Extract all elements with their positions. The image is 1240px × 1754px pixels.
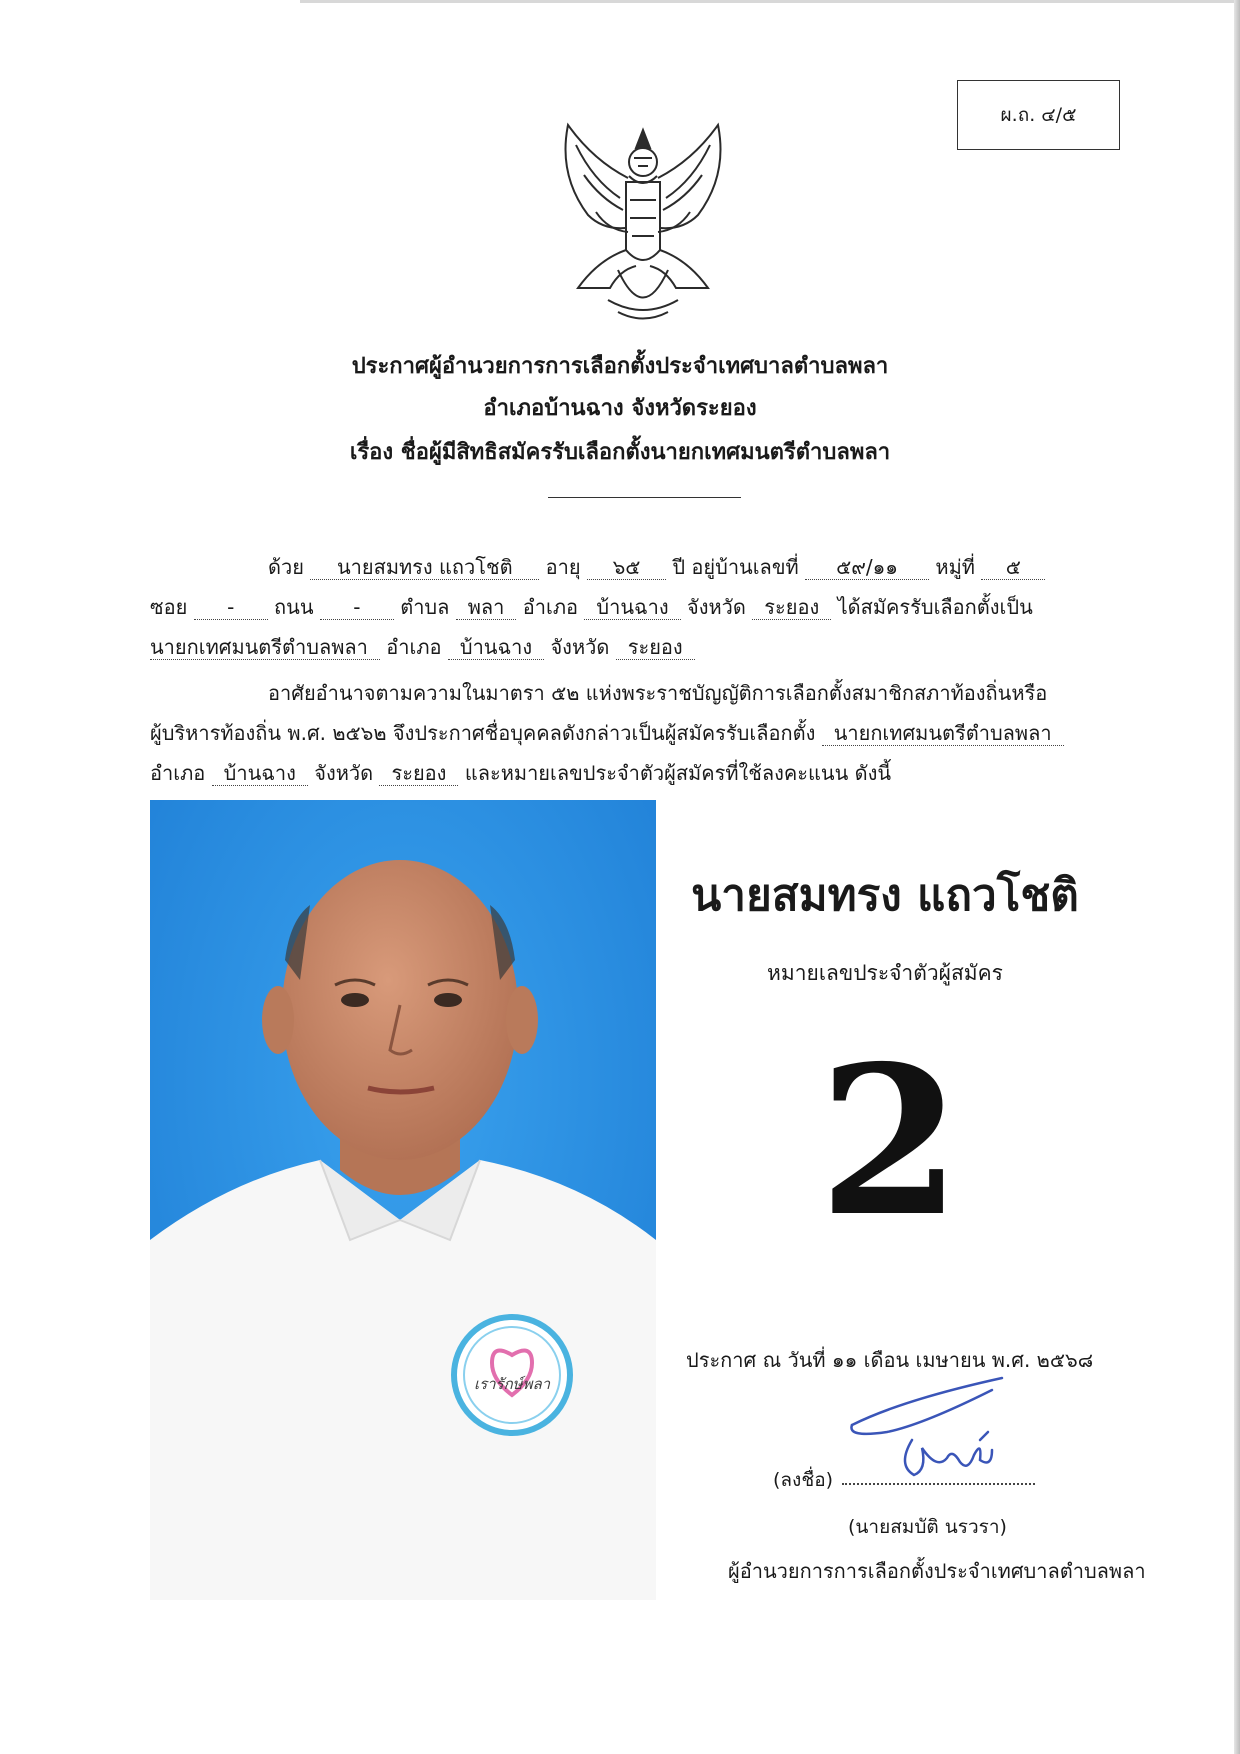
- field-moo: ๕: [981, 557, 1045, 580]
- field-soi: -: [194, 597, 268, 620]
- portrait-illustration: [150, 800, 656, 1600]
- field-province-3: ระยอง: [379, 763, 458, 786]
- para1-line1: [268, 557, 1228, 580]
- signer-title: ผู้อำนวยการการเลือกตั้งประจำเทศบาลตำบลพลา: [728, 1559, 1146, 1583]
- candidate-photo: [150, 800, 656, 1600]
- para2-text: ผู้บริหารท้องถิ่น พ.ศ. ๒๕๖๒ จึงประกาศชื่อบุคคลดังกล่าวเป็นผู้สมัครรับเลือกตั้ง: [150, 721, 816, 745]
- field-name: นายสมทรง แถวโชติ: [310, 557, 539, 580]
- label-applied: ได้สมัครรับเลือกตั้งเป็น: [837, 595, 1033, 619]
- label-province-2: จังหวัด: [550, 635, 610, 659]
- signature-line: [842, 1483, 1035, 1485]
- field-province: ระยอง: [752, 597, 831, 620]
- badge-text: เรารักษ์พลา: [473, 1375, 551, 1393]
- label-tambon: ตำบล: [400, 595, 450, 619]
- title-line-3: เรื่อง ชื่อผู้มีสิทธิสมัครรับเลือกตั้งนายกเทศมนตรีตำบลพลา: [349, 440, 891, 465]
- label-moo: หมู่ที่: [935, 555, 975, 579]
- label-amphoe-3: อำเภอ: [150, 761, 206, 785]
- para2-line3: [150, 763, 1110, 786]
- form-code: ผ.ถ. ๔/๕: [1000, 104, 1077, 126]
- badge-icon: [454, 1317, 570, 1433]
- field-age: ๖๕: [587, 557, 666, 580]
- title-line-1: ประกาศผู้อำนวยการการเลือกตั้งประจำเทศบาลตำบลพลา: [351, 354, 889, 379]
- label-amphoe: อำเภอ: [522, 595, 579, 619]
- form-code-box: [957, 80, 1120, 150]
- candidate-number: 2: [818, 1022, 962, 1262]
- title-line-2: อำเภอบ้านฉาง จังหวัดระยอง: [483, 396, 757, 421]
- para2-tail: และหมายเลขประจำตัวผู้สมัครที่ใช้ลงคะแนน ดังนี้: [464, 761, 892, 785]
- field-tambon: พลา: [456, 597, 517, 620]
- para2-line1: อาศัยอำนาจตามความในมาตรา ๕๒ แห่งพระราชบัญญัติการเลือกตั้งสมาชิกสภาท้องถิ่นหรือ: [268, 681, 1048, 705]
- label-road: ถนน: [274, 595, 314, 619]
- scan-edge-top: [300, 0, 1240, 3]
- field-position-2: นายกเทศมนตรีตำบลพลา: [822, 723, 1064, 746]
- field-amphoe: บ้านฉาง: [584, 597, 680, 620]
- label-soi: ซอย: [150, 595, 188, 619]
- para2-line2: [150, 723, 1110, 746]
- garuda-emblem-icon: [548, 120, 738, 325]
- candidate-name: นายสมทรง แถวโชติ: [691, 870, 1079, 921]
- label-house-no: ปี อยู่บ้านเลขที่: [672, 555, 799, 579]
- label-province: จังหวัด: [686, 595, 746, 619]
- label-prefix: ด้วย: [268, 555, 304, 579]
- para1-line3: [150, 637, 1110, 660]
- label-province-3: จังหวัด: [314, 761, 374, 785]
- announcement-date: ประกาศ ณ วันที่ ๑๑ เดือน เมษายน พ.ศ. ๒๕๖๘: [686, 1348, 1094, 1372]
- title-divider: [548, 497, 741, 498]
- scan-edge-right: [1234, 0, 1240, 1754]
- label-age: อายุ: [545, 555, 581, 579]
- label-amphoe-2: อำเภอ: [386, 635, 442, 659]
- field-house-no: ๕๙/๑๑: [805, 557, 929, 580]
- para1-line2: [150, 597, 1110, 620]
- field-amphoe-2: บ้านฉาง: [448, 637, 544, 660]
- field-position: นายกเทศมนตรีตำบลพลา: [150, 637, 380, 660]
- signature-label: (ลงชื่อ): [773, 1469, 834, 1491]
- candidate-number-label: หมายเลขประจำตัวผู้สมัคร: [767, 961, 1003, 985]
- field-amphoe-3: บ้านฉาง: [212, 763, 308, 786]
- field-road: -: [320, 597, 394, 620]
- field-province-2: ระยอง: [616, 637, 695, 660]
- signer-name: (นายสมบัติ นรวรา): [848, 1516, 1007, 1538]
- signature-icon: [842, 1370, 1012, 1485]
